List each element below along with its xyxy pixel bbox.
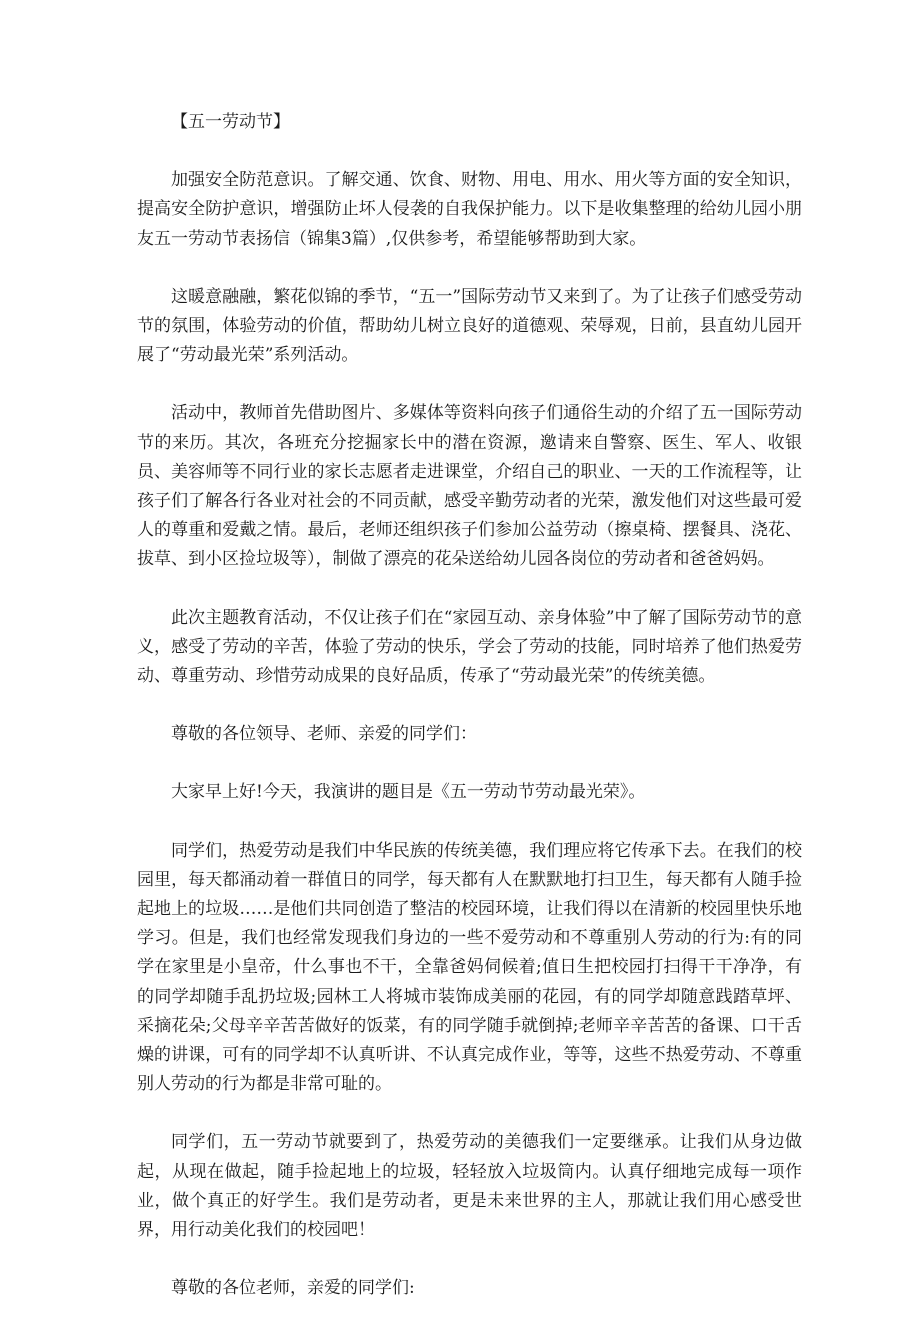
- greeting-teachers: 尊敬的各位老师，亲爱的同学们:: [171, 1278, 415, 1299]
- document-heading: 【五一劳动节】: [171, 112, 290, 132]
- greeting-leaders: 尊敬的各位领导、老师、亲爱的同学们：: [171, 724, 477, 745]
- paragraph-intro: 加强安全防范意识。了解交通、饮食、财物、用电、用水、用火等方面的安全知识，提高安全防护意识，增强防止坏人侵袭的自我保护能力。以下是收集整理的给幼儿园小朋友五一劳动节表扬信（锦集3篇）,仅供参考，希望能够帮助到大家。: [137, 170, 802, 249]
- paragraph-speech-closing: 同学们，五一劳动节就要到了，热爱劳动的美德我们一定要继承。让我们从身边做起，从现在做起，随手捡起地上的垃圾，轻轻放入垃圾筒内。认真仔细地完成每一项作业，做个真正的好学生。我们是劳动者，更是未来世界的主人，那就让我们用心感受世界，用行动美化我们的校园吧！: [137, 1132, 802, 1241]
- paragraph-season: 这暖意融融，繁花似锦的季节，“五一”国际劳动节又来到了。为了让孩子们感受劳动节的氛围，体验劳动的价值，帮助幼儿树立良好的道德观、荣辱观，日前，县直幼儿园开展了“劳动最光荣”系列活动。: [137, 286, 802, 366]
- paragraph-speech-body: 同学们，热爱劳动是我们中华民族的传统美德，我们理应将它传承下去。在我们的校园里，每天都涌动着一群值日的同学，每天都有人在默默地打扫卫生，每天都有人随手捡起地上的垃圾……是他们共同创造了整洁的校园环境，让我们得以在清新的校园里快乐地学习。但是，我们也经常发现我们身边的一些不爱劳动和不尊重别人劳动的行为:有的同学在家里是小皇帝，什么事也不干，全靠爸妈伺候着;值日生把校园打扫得干干净净，有的同学却随手乱扔垃圾;园林工人将城市装饰成美丽的花园，有的同学却随意践踏草坪、采摘花朵;父母辛辛苦苦做好的饭菜，有的同学随手就倒掉;老师辛辛苦苦的备课、口干舌燥的讲课，可有的同学却不认真听讲、不认真完成作业，等等，这些不热爱劳动、不尊重别人劳动的行为都是非常可耻的。: [137, 840, 802, 1095]
- document-body: [137, 108, 802, 1333]
- speech-opening: 大家早上好!今天，我演讲的题目是《五一劳动节劳动最光荣》。: [171, 782, 646, 803]
- paragraph-activity: 活动中，教师首先借助图片、多媒体等资料向孩子们通俗生动的介绍了五一国际劳动节的来历。其次，各班充分挖掘家长中的潜在资源，邀请来自警察、医生、军人、收银员、美容师等不同行业的家长志愿者走进课堂，介绍自己的职业、一天的工作流程等，让孩子们了解各行各业对社会的不同贡献，感受辛勤劳动者的光荣，激发他们对这些最可爱人的尊重和爱戴之情。最后，老师还组织孩子们参加公益劳动（擦桌椅、摆餐具、浇花、拔草、到小区捡垃圾等），制做了漂亮的花朵送给幼儿园各岗位的劳动者和爸爸妈妈。: [137, 403, 802, 570]
- paragraph-summary: 此次主题教育活动，不仅让孩子们在“家园互动、亲身体验”中了解了国际劳动节的意义，感受了劳动的辛苦，体验了劳动的快乐，学会了劳动的技能，同时培养了他们热爱劳动、尊重劳动、珍惜劳动成果的良好品质，传承了“劳动最光荣”的传统美德。: [137, 607, 802, 687]
